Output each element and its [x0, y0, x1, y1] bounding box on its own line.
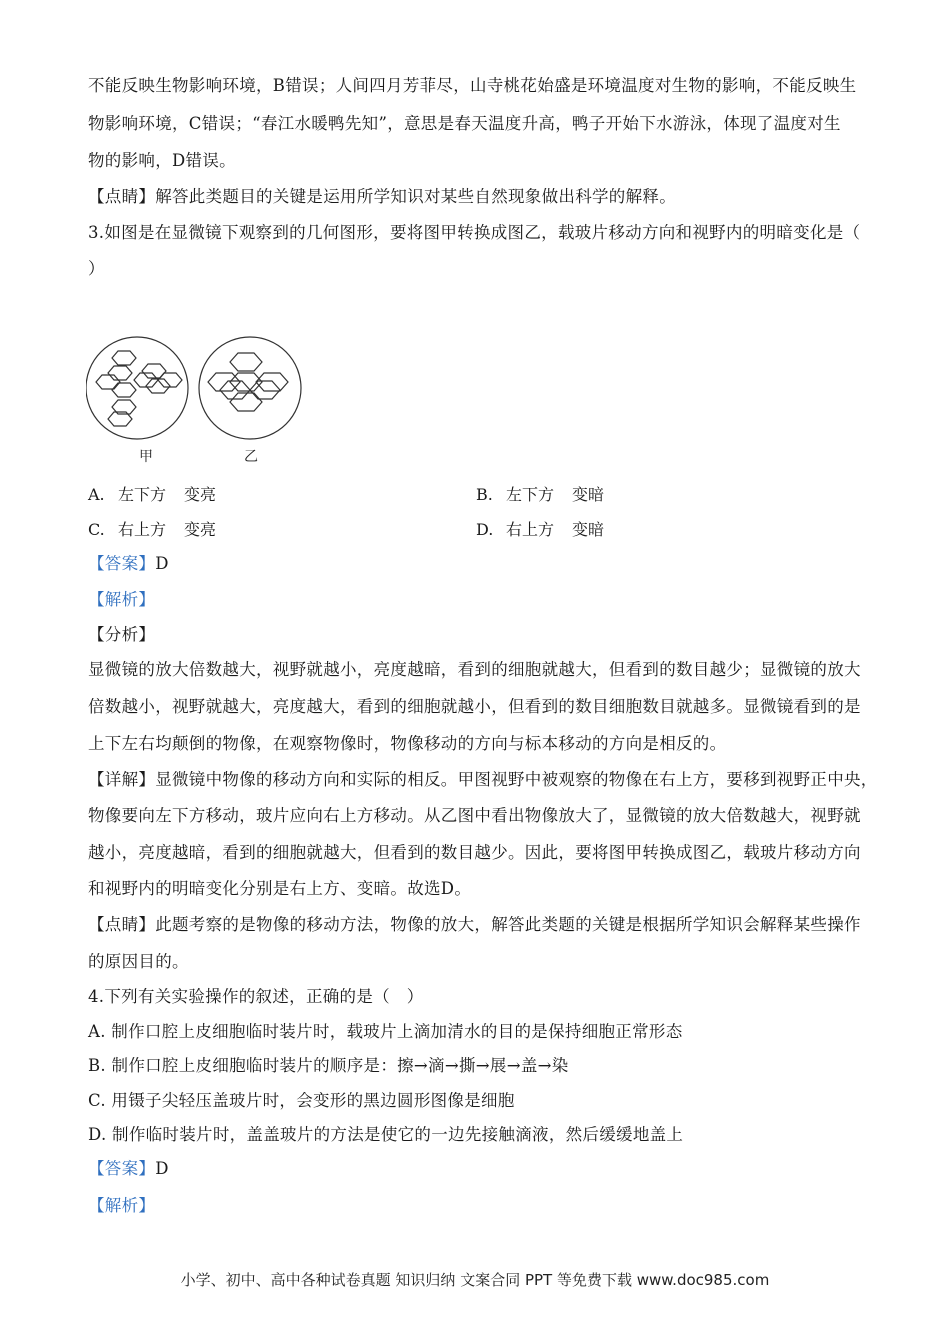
q4-option-d: D. 制作临时装片时，盖盖玻片的方法是使它的一边先接触滴液，然后缓缓地盖上	[88, 1125, 684, 1144]
tip-line: 【点睛】此题考察的是物像的移动方法，物像的放大，解答此类题的关键是根据所学知识会解释某些操作	[88, 915, 861, 934]
text-line: 越小，亮度越暗，看到的细胞就越大，但看到的数目越少。因此，要将图甲转换成图乙，载玻片移动方向	[88, 843, 861, 862]
text-line: 显微镜的放大倍数越大，视野就越小，亮度越暗，看到的细胞就越大，但看到的数目越少；显微镜的放大	[88, 660, 861, 679]
text-line: 不能反映生物影响环境，B错误；人间四月芳菲尽，山寺桃花始盛是环境温度对生物的影响，不能反映生	[88, 76, 857, 95]
option-d: D. 右上方 变暗	[476, 520, 605, 539]
hexagon-cells-yi	[208, 353, 288, 411]
option-a: A. 左下方 变亮	[88, 485, 217, 504]
option-c: C. 右上方 变亮	[88, 520, 217, 539]
q4-analysis-tag: 【解析】	[88, 1196, 156, 1215]
question-3-stem-end: ）	[88, 259, 105, 278]
question-4-stem: 4.下列有关实验操作的叙述，正确的是（ ）	[88, 987, 424, 1006]
question-3-stem: 3.如图是在显微镜下观察到的几何图形，要将图甲转换成图乙，载玻片移动方向和视野内的明暗变化是（	[88, 223, 861, 242]
text-line: 物影响环境，C错误；“春江水暖鸭先知”，意思是春天温度升高，鸭子开始下水游泳，体现了温度对生	[88, 114, 841, 133]
figure-label-yi: 乙	[244, 449, 258, 465]
q3-analysis-tag: 【解析】	[88, 590, 156, 609]
text-line: 上下左右均颠倒的物像，在观察物像时，物像移动的方向与标本移动的方向是相反的。	[88, 734, 727, 753]
text-line: 和视野内的明暗变化分别是右上方、变暗。故选D。	[88, 879, 472, 898]
text-line: 物的影响，D错误。	[88, 151, 236, 170]
microscope-figure	[86, 335, 308, 467]
q4-option-b: B. 制作口腔上皮细胞临时装片的顺序是：擦→滴→撕→展→盖→染	[88, 1056, 569, 1075]
text-line: 的原因目的。	[88, 952, 189, 971]
tip-line: 【点睛】解答此类题目的关键是运用所学知识对某些自然现象做出科学的解释。	[88, 187, 676, 206]
figure-label-jia: 甲	[139, 449, 153, 465]
q4-option-c: C. 用镊子尖轻压盖玻片时，会变形的黑边圆形图像是细胞	[88, 1091, 515, 1110]
hexagon-cells-jia	[96, 351, 182, 426]
text-line: 倍数越小，视野就越大，亮度越大，看到的细胞就越小，但看到的数目细胞数目就越多。显微镜看到的是	[88, 697, 861, 716]
field-of-view-yi	[199, 337, 301, 439]
footer-link[interactable]: 小学、初中、高中各种试卷真题 知识归纳 文案合同 PPT 等免费下载 www.doc985.com	[180, 1271, 770, 1289]
detail-line: 【详解】显微镜中物像的移动方向和实际的相反。甲图视野中被观察的物像在右上方，要移到视野正中央，	[88, 770, 878, 789]
q4-option-a: A. 制作口腔上皮细胞临时装片时，载玻片上滴加清水的目的是保持细胞正常形态	[88, 1022, 683, 1041]
option-b: B. 左下方 变暗	[476, 485, 605, 504]
q3-answer: 【答案】D	[88, 554, 169, 573]
text-line: 物像要向左下方移动，玻片应向右上方移动。从乙图中看出物像放大了，显微镜的放大倍数越大，视野就	[88, 806, 861, 825]
q4-answer: 【答案】D	[88, 1159, 169, 1178]
analysis-heading: 【分析】	[88, 625, 156, 644]
